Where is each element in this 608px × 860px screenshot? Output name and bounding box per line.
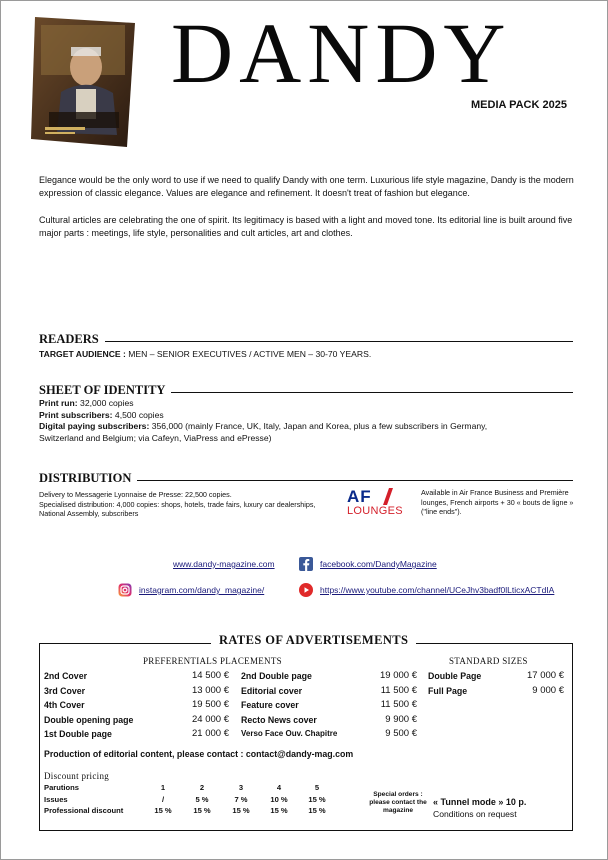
- discount-table: [44, 782, 336, 817]
- target-audience: [39, 349, 371, 361]
- rate-price: 14 500 €: [192, 670, 229, 681]
- air-france-text: Available in Air France Business and Première lounges, French airports + 30 « bouts de ligne » ("line ends").: [421, 488, 574, 517]
- production-contact: Production of editorial content, please contact : contact@dandy-mag.com: [44, 749, 354, 759]
- rate-price: 19 000 €: [380, 670, 417, 681]
- print-run-value: 32,000 copies: [77, 398, 134, 408]
- rate-row: [428, 684, 564, 699]
- preferential-left-list: [44, 669, 229, 742]
- readers-section-header: [39, 330, 573, 344]
- discount-cell: 15 %: [154, 806, 172, 816]
- digital-subscribers-label: Digital paying subscribers:: [39, 421, 150, 431]
- facebook-link[interactable]: facebook.com/DandyMagazine: [320, 559, 437, 569]
- discount-cell: 10 %: [270, 794, 288, 804]
- print-subscribers-label: Print subscribers:: [39, 409, 113, 420]
- magazine-title: DANDY: [171, 5, 512, 101]
- discount-row-issues: [44, 794, 336, 806]
- discount-row-parutions: [44, 782, 336, 794]
- readers-heading: READERS: [39, 332, 105, 346]
- rate-price: 17 000 €: [527, 670, 564, 681]
- rate-label: Double opening page: [44, 714, 134, 725]
- discount-row-professional: [44, 805, 336, 817]
- rate-price: 13 000 €: [192, 684, 229, 696]
- intro-paragraph-1: Elegance would be the only word to use if we need to qualify Dandy with one term. Luxurious life style magazine, Dandy is the modern expression of classic elegance. Values are elegance and refinement. It doesn't treat of fashion but elegance.: [39, 175, 574, 198]
- rate-row: [241, 698, 417, 713]
- rate-label: Recto News cover: [241, 714, 317, 725]
- distribution-delivery: Delivery to Messagerie Lyonnaise de Presse: 22,500 copies.: [39, 490, 232, 499]
- air-france-lounges-logo: [347, 488, 413, 518]
- rate-label: Full Page: [428, 685, 468, 696]
- digital-subscribers-value: 356,000 (mainly France, UK, Italy, Japan and Korea, plus a few subscribers in Germany, Switzerland and Belgium; via Cafeyn, ViaPress and ePresse): [39, 421, 488, 443]
- print-subscribers: [39, 410, 499, 422]
- identity-details: [39, 398, 499, 444]
- rate-label: Editorial cover: [241, 685, 303, 696]
- rate-row: [241, 684, 417, 699]
- rate-price: 9 900 €: [385, 713, 417, 725]
- discount-cell: 15 %: [308, 806, 326, 816]
- youtube-link[interactable]: https://www.youtube.com/channel/UCeJhv3badf0lLticxACTdIA: [320, 585, 555, 595]
- distribution-specialised: Specialised distribution: 4,000 copies: shops, hotels, trade fairs, luxury car dealerships, National Assembly, subscribers: [39, 499, 316, 519]
- rate-price: 9 500 €: [385, 728, 417, 739]
- youtube-icon: [299, 583, 313, 597]
- media-pack-label: MEDIA PACK 2025: [471, 99, 567, 111]
- discount-cell: 4: [276, 783, 282, 793]
- rates-heading: RATES OF ADVERTISEMENTS: [211, 633, 416, 648]
- distribution-section-header: [39, 469, 573, 483]
- rate-label: 2nd Double page: [241, 671, 312, 681]
- print-subscribers-value: 4,500 copies: [112, 409, 164, 420]
- identity-heading: SHEET OF IDENTITY: [39, 383, 171, 397]
- rate-price: 19 500 €: [192, 699, 229, 710]
- distribution-heading: DISTRIBUTION: [39, 471, 137, 485]
- discount-cell: 15 %: [193, 806, 211, 816]
- rate-price: 24 000 €: [192, 713, 229, 725]
- lounges-text: LOUNGES: [347, 505, 403, 517]
- rate-row: [241, 713, 417, 728]
- instagram-icon: [118, 583, 132, 597]
- discount-cell: 1: [160, 783, 166, 793]
- rate-label: 2nd Cover: [44, 671, 88, 681]
- target-audience-value: MEN – SENIOR EXECUTIVES / ACTIVE MEN – 30-70 YEARS.: [125, 349, 372, 359]
- discount-cell: 15 %: [270, 806, 288, 816]
- rate-price: 11 500 €: [380, 699, 417, 710]
- preferential-heading: PREFERENTIALS PLACEMENTS: [143, 656, 282, 666]
- discount-cell: 5 %: [195, 794, 209, 804]
- standard-sizes-list: [428, 669, 564, 698]
- discount-cell: /: [161, 794, 165, 804]
- discount-cell: 15 %: [232, 806, 250, 816]
- tunnel-mode: « Tunnel mode » 10 p.: [433, 797, 527, 807]
- rate-label: Double Page: [428, 671, 482, 681]
- website-link[interactable]: www.dandy-magazine.com: [173, 559, 275, 569]
- magazine-cover-image: [31, 17, 135, 147]
- print-run-label: Print run:: [39, 398, 78, 408]
- af-logo-mark: AF: [347, 487, 372, 506]
- discount-cell: 5: [314, 783, 320, 793]
- special-orders-note: Special orders : please contact the magazine: [369, 791, 427, 814]
- discount-row-label: Issues: [44, 794, 68, 804]
- target-audience-label: TARGET AUDIENCE :: [39, 349, 126, 359]
- rate-row: [44, 669, 229, 684]
- rate-label: 4th Cover: [44, 700, 85, 710]
- rate-price: 11 500 €: [380, 684, 417, 696]
- rate-row: [44, 713, 229, 728]
- distribution-text: [39, 490, 339, 519]
- instagram-link[interactable]: instagram.com/dandy_magazine/: [139, 585, 265, 595]
- af-logo-slash: [383, 488, 391, 505]
- rate-row: [241, 727, 417, 742]
- identity-section-header: [39, 381, 573, 395]
- standard-heading: STANDARD SIZES: [449, 656, 528, 666]
- rate-price: 9 000 €: [532, 684, 564, 696]
- discount-row-label: Professional discount: [44, 806, 124, 816]
- intro-paragraph-2: Cultural articles are celebrating the one of spirit. Its legitimacy is based with a light and moved tone. Its editorial line is built around five major parts : meetings, life style, personalities and cult articles, art and clothes.: [39, 215, 573, 238]
- discount-cell: 3: [238, 783, 244, 793]
- discount-heading: Discount pricing: [44, 771, 110, 781]
- facebook-icon: [299, 557, 313, 571]
- rate-row: [44, 698, 229, 713]
- discount-cell: 2: [199, 783, 205, 793]
- discount-row-label: Parutions: [44, 783, 80, 793]
- rate-label: 1st Double page: [44, 729, 112, 739]
- rate-label: 3rd Cover: [44, 685, 86, 696]
- rate-row: [44, 684, 229, 699]
- rate-price: 21 000 €: [192, 728, 229, 739]
- discount-cell: 15 %: [308, 794, 326, 804]
- rate-label: Verso Face Ouv. Chapitre: [241, 729, 338, 738]
- digital-subscribers: [39, 421, 499, 444]
- print-run: [39, 398, 499, 410]
- rate-row: [241, 669, 417, 684]
- preferential-mid-list: [241, 669, 417, 742]
- rate-label: Feature cover: [241, 700, 299, 710]
- rate-row: [44, 727, 229, 742]
- rate-row: [428, 669, 564, 684]
- discount-cell: 7 %: [234, 794, 248, 804]
- conditions-note: Conditions on request: [433, 809, 517, 819]
- section-divider: [39, 341, 573, 342]
